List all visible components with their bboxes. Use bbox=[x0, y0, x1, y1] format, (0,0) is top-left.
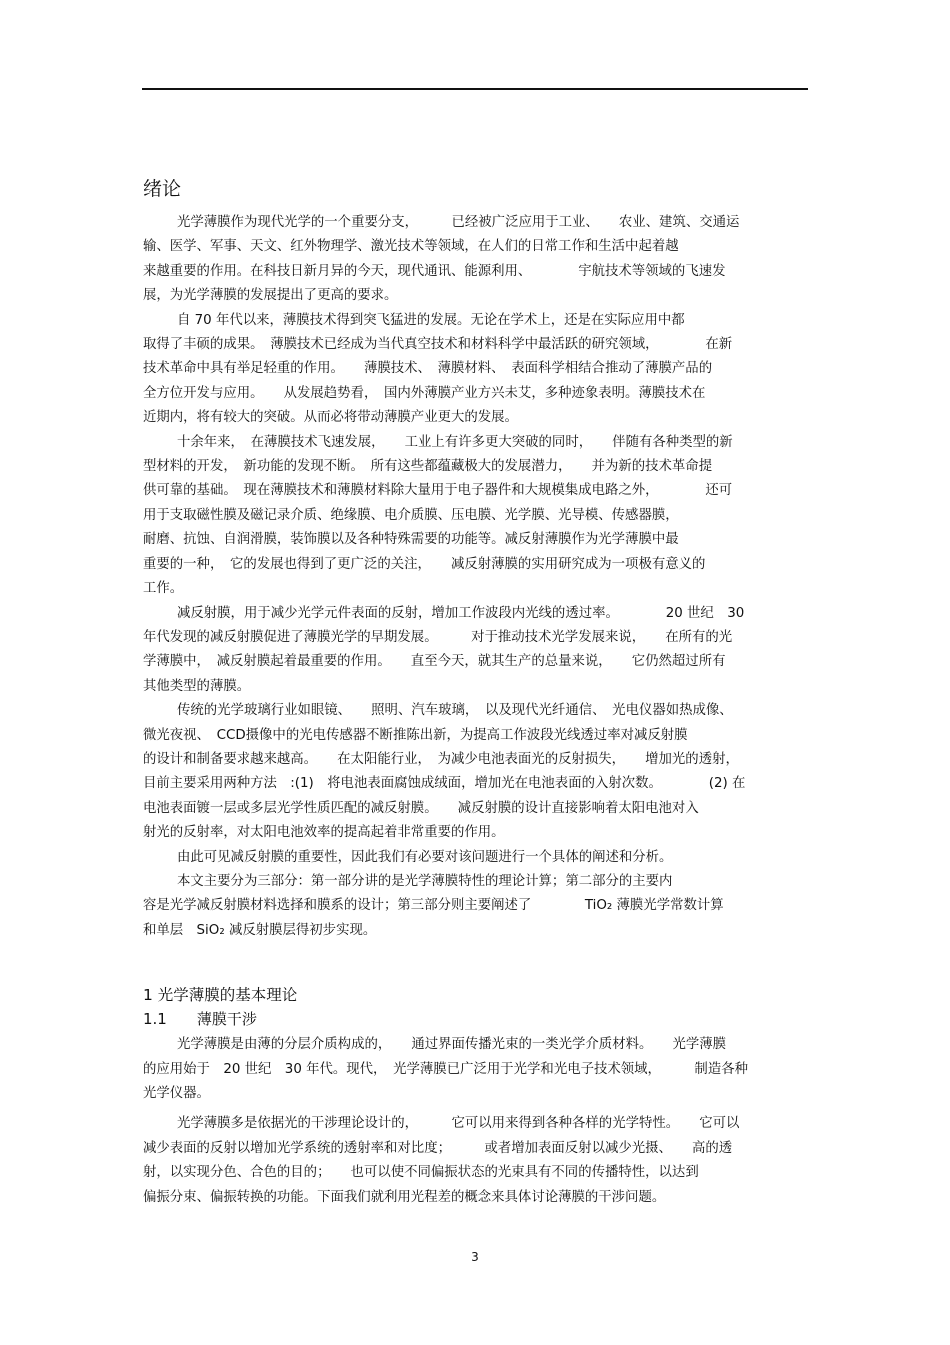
header-rule bbox=[142, 88, 808, 90]
paragraph bbox=[143, 602, 805, 700]
text-line: 其他类型的薄膜。 bbox=[143, 678, 251, 694]
page-number: 3 bbox=[471, 1250, 479, 1264]
paragraph bbox=[143, 699, 805, 845]
text-line: 光学薄膜是由薄的分层介质构成的， 通过界面传播光束的一类光学介质材料。 光学薄膜 bbox=[177, 1037, 727, 1053]
text-line: 近期内，将有较大的突破。从而必将带动薄膜产业更大的发展。 bbox=[143, 410, 518, 426]
text-line: 目前主要采用两种方法 :(1) 将电池表面腐蚀成绒面，增加光在电池表面的入射次数。 (2) 在 bbox=[143, 776, 746, 792]
paragraph bbox=[143, 1033, 805, 1106]
text-line: 自 70 年代以来，薄膜技术得到突飞猛进的发展。无论在学术上，还是在实际应用中都 bbox=[177, 312, 685, 328]
text-line: 偏振分束、偏振转换的功能。下面我们就利用光程差的概念来具体讨论薄膜的干涉问题。 bbox=[143, 1189, 666, 1205]
paragraph bbox=[143, 431, 805, 602]
text-line: 本文主要分为三部分：第一部分讲的是光学薄膜特性的理论计算；第二部分的主要内 bbox=[177, 873, 673, 889]
text-line: 减少表面的反射以增加光学系统的透射率和对比度； 或者增加表面反射以减少光摄、 高的透 bbox=[143, 1140, 733, 1156]
text-line: 来越重要的作用。在科技日新月异的今天，现代通讯、能源利用、 宇航技术等领域的飞速发 bbox=[143, 263, 726, 279]
text-line: 射光的反射率，对太阳电池效率的提高起着非常重要的作用。 bbox=[143, 825, 505, 841]
section-body bbox=[143, 1033, 805, 1210]
paragraph bbox=[143, 211, 805, 309]
text-line: 光学薄膜多是依据光的干涉理论设计的， 它可以用来得到各种各样的光学特性。 它可以 bbox=[177, 1116, 740, 1132]
text-line: 光学仪器。 bbox=[143, 1086, 210, 1101]
text-line: 学薄膜中， 减反射膜起着最重要的作用。 直至今天，就其生产的总量来说， 它仍然超过所有 bbox=[143, 654, 726, 670]
paragraph bbox=[143, 1112, 805, 1210]
section-title: 1 光学薄膜的基本理论 bbox=[143, 986, 298, 1005]
text-line: 由此可见减反射膜的重要性，因此我们有必要对该问题进行一个具体的阐述和分析。 bbox=[177, 849, 673, 865]
text-line: 用于支取磁性膜及磁记录介质、绝缘膜、电介质膜、压电膜、光学膜、光导模、传感器膜， bbox=[143, 507, 679, 523]
text-line: 全方位开发与应用。 从发展趋势看， 国内外薄膜产业方兴未艾，多种迹象表明。薄膜技术在 bbox=[143, 385, 706, 401]
text-line: 取得了丰硕的成果。 薄膜技术已经成为当代真空技术和材料科学中最活跃的研究领域， 在新 bbox=[143, 337, 733, 353]
paragraph bbox=[143, 846, 805, 870]
text-line: 容是光学减反射膜材料选择和膜系的设计；第三部分则主要阐述了 TiO₂ 薄膜光学常数计算 bbox=[143, 898, 724, 914]
text-line: 年代发现的减反射膜促进了薄膜光学的早期发展。 对于推动技术光学发展来说， 在所有的光 bbox=[143, 629, 733, 645]
text-line: 重要的一种， 它的发展也得到了更广泛的关注， 减反射薄膜的实用研究成为一项极有意义的 bbox=[143, 556, 706, 572]
paragraph bbox=[143, 870, 805, 943]
paragraph bbox=[143, 309, 805, 431]
text-line: 输、医学、军事、天文、红外物理学、激光技术等领域，在人们的日常工作和生活中起着越 bbox=[143, 239, 679, 255]
text-line: 工作。 bbox=[143, 581, 184, 597]
text-line: 技术革命中具有举足轻重的作用。 薄膜技术、 薄膜材料、 表面科学相结合推动了薄膜产品的 bbox=[143, 361, 713, 377]
text-line: 供可靠的基础。 现在薄膜技术和薄膜材料除大量用于电子器件和大规模集成电路之外， 还可 bbox=[143, 483, 733, 499]
intro-section bbox=[143, 211, 805, 943]
text-line: 的设计和制备要求越来越高。 在太阳能行业， 为减少电池表面光的反射损失， 增加光的透射， bbox=[143, 751, 739, 767]
text-line: 微光夜视、 CCD摄像中的光电传感器不断推陈出新，为提高工作波段光线透过率对减反射膜 bbox=[143, 727, 688, 743]
chapter-heading: 绪论 bbox=[143, 178, 182, 200]
text-line: 展，为光学薄膜的发展提出了更高的要求。 bbox=[143, 288, 398, 304]
text-line: 光学薄膜作为现代光学的一个重要分支， 已经被广泛应用于工业、 农业、建筑、交通运 bbox=[177, 215, 740, 230]
subsection-title: 1.1 薄膜干涉 bbox=[143, 1010, 257, 1029]
text-line: 电池表面镀一层或多层光学性质匹配的减反射膜。 减反射膜的设计直接影响着太阳电池对入 bbox=[143, 800, 699, 816]
text-line: 和单层 SiO₂ 减反射膜层得初步实现。 bbox=[143, 922, 377, 938]
text-line: 耐磨、抗蚀、自润滑膜，装饰膜以及各种特殊需要的功能等。减反射薄膜作为光学薄膜中最 bbox=[143, 532, 679, 548]
text-line: 的应用始于 20 世纪 30 年代。现代， 光学薄膜已广泛用于光学和光电子技术领域， 制造各种 bbox=[143, 1061, 748, 1077]
page-content bbox=[143, 175, 805, 1210]
text-line: 射，以实现分色、合色的目的； 也可以使不同偏振状态的光束具有不同的传播特性，以达到 bbox=[143, 1165, 699, 1181]
text-line: 型材料的开发， 新功能的发现不断。 所有这些都蕴藏极大的发展潜力， 并为新的技术革命提 bbox=[143, 459, 713, 475]
text-line: 传统的光学玻璃行业如眼镜、 照明、汽车玻璃， 以及现代光纤通信、 光电仪器如热成像、 bbox=[177, 703, 733, 719]
text-line: 十余年来， 在薄膜技术飞速发展， 工业上有许多更大突破的同时， 伴随有各种类型的新 bbox=[177, 434, 733, 450]
text-line: 减反射膜，用于减少光学元件表面的反射，增加工作波段内光线的透过率。 20 世纪 30 bbox=[177, 605, 745, 621]
